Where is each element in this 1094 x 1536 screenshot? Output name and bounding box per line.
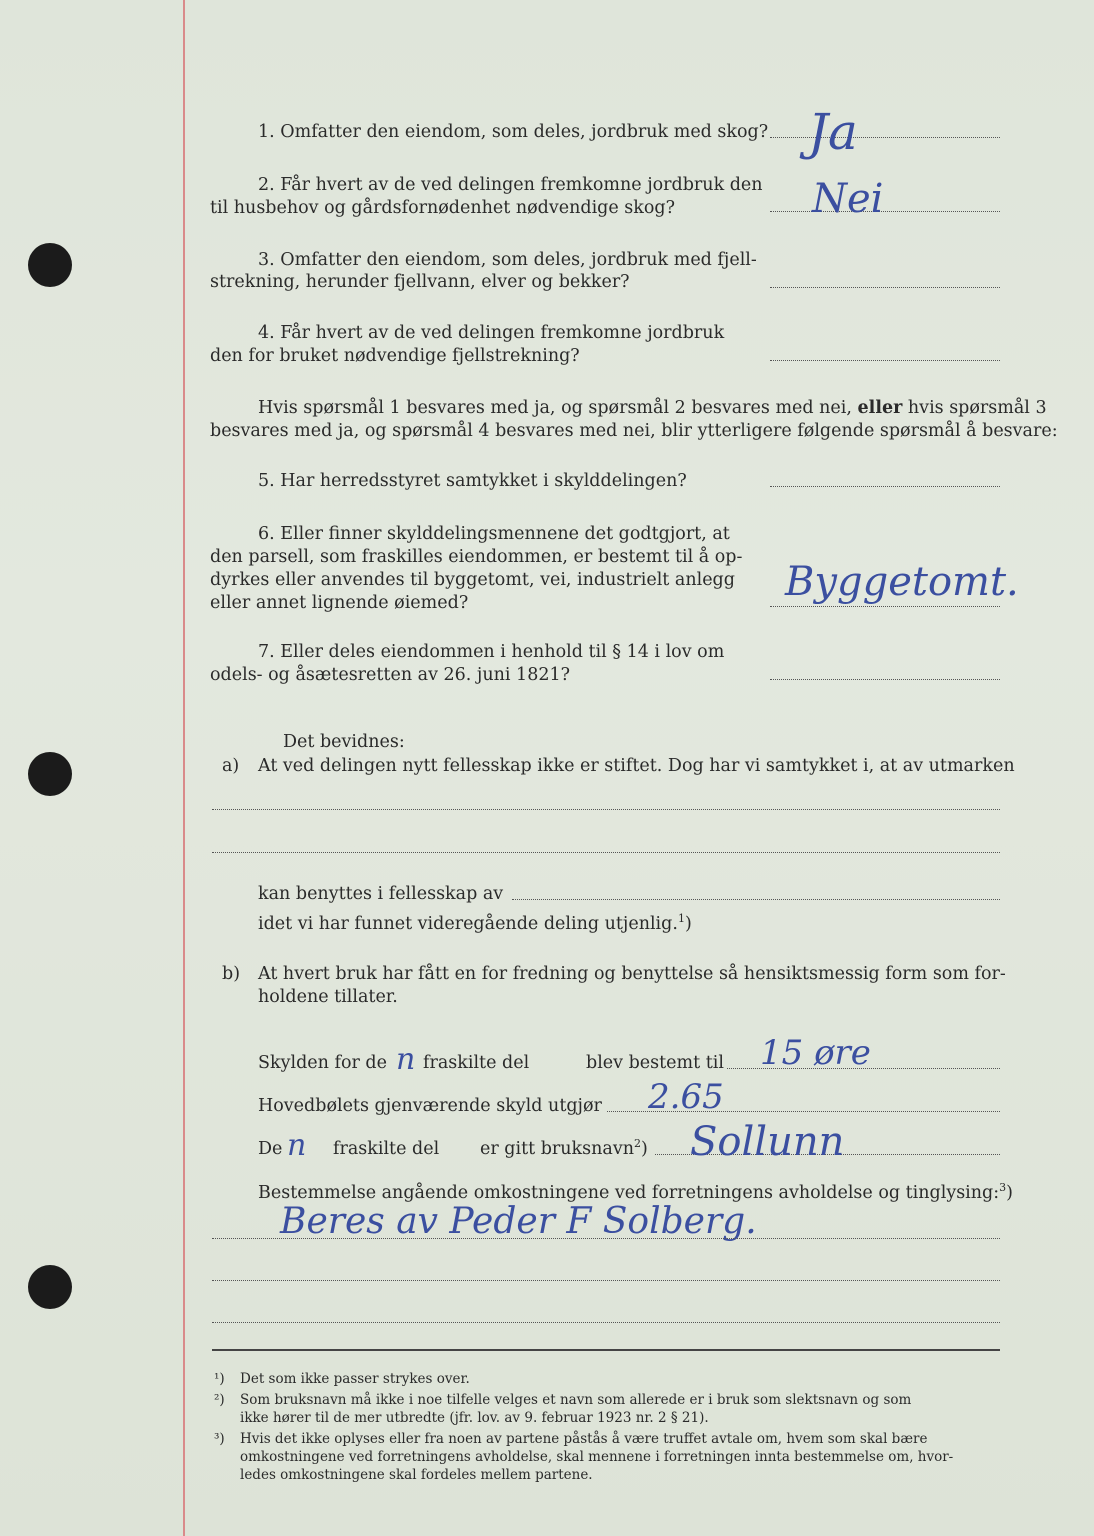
footnote-3-marker: ³) — [214, 1431, 225, 1447]
bruksnavn-value: Sollunn — [690, 1119, 845, 1165]
footnote-1-marker: ¹) — [214, 1371, 225, 1387]
bestemmelse-line-1 — [212, 1238, 1000, 1239]
answer-line-4 — [770, 360, 1000, 361]
bruksnavn-suffix: n — [287, 1128, 307, 1163]
footnote-3-line-2: omkostningene ved forretningens avholdelse, skal mennene i forretningen innta bestemmelse om, hvor- — [240, 1449, 954, 1465]
attest-heading: Det bevidnes: — [283, 732, 405, 752]
footnote-3-line-1: Hvis det ikke oplyses eller fra noen av partene påstås å være truffet avtale om, hvem som skal bære — [240, 1431, 928, 1447]
skyld-label-c: blev bestemt til — [586, 1053, 724, 1073]
utmark-line-1 — [212, 809, 1000, 810]
bestemmelse-label: Bestemmelse angående omkostningene ved forretningens avholdelse og tinglysing:$^3$) — [258, 1181, 1013, 1203]
question-6-line-4: eller annet lignende øiemed? — [210, 593, 469, 613]
question-5: 5. Har herredsstyret samtykket i skylddelingen? — [258, 471, 687, 491]
utjenlig-text: idet vi har funnet videregående deling utjenlig.$^1$) — [258, 912, 692, 934]
footnote-1: Det som ikke passer strykes over. — [240, 1371, 470, 1387]
question-1: 1. Omfatter den eiendom, som deles, jordbruk med skog? — [258, 122, 769, 142]
question-4-line-2: den for bruket nødvendige fjellstrekning? — [210, 346, 580, 366]
footnote-rule — [212, 1349, 1000, 1351]
bruksnavn-label-a: De — [258, 1139, 283, 1159]
footnote-2-line-2: ikke hører til de mer utbredte (jfr. lov. av 9. februar 1923 nr. 2 § 21). — [240, 1410, 709, 1426]
punch-hole — [28, 243, 72, 287]
bestemmelse-line-2 — [212, 1280, 1000, 1281]
attest-b-line-2: holdene tillater. — [258, 987, 398, 1007]
question-4-line-1: 4. Får hvert av de ved delingen fremkomne jordbruk — [258, 323, 725, 343]
answer-line-1 — [770, 137, 1000, 138]
footnote-2-marker: ²) — [214, 1392, 225, 1408]
question-3-line-2: strekning, herunder fjellvann, elver og bekker? — [210, 272, 630, 292]
answer-6: Byggetomt. — [785, 559, 1019, 605]
fellesskap-line — [512, 899, 1000, 900]
question-6-line-3: dyrkes eller anvendes til byggetomt, vei, industrielt anlegg — [210, 570, 735, 590]
attest-b-line-1: At hvert bruk har fått en for fredning og benyttelse så hensiktsmessig form som for- — [258, 964, 1006, 984]
bestemmelse-line-3 — [212, 1322, 1000, 1323]
bruksnavn-label-c: er gitt bruksnavn$^2$) — [480, 1137, 648, 1159]
skyld-value: 15 øre — [760, 1033, 871, 1073]
punch-hole — [28, 1265, 72, 1309]
question-2-line-1: 2. Får hvert av de ved delingen fremkomne jordbruk den — [258, 175, 763, 195]
footnote-3-line-3: ledes omkostningene skal fordeles mellem partene. — [240, 1467, 593, 1483]
condition-line-1: Hvis spørsmål 1 besvares med ja, og spørsmål 2 besvares med nei, eller hvis spørsmål 3 — [258, 398, 1047, 418]
hovedbol-value: 2.65 — [648, 1077, 724, 1117]
question-7-line-2: odels- og åsætesretten av 26. juni 1821? — [210, 665, 570, 685]
question-2-line-2: til husbehov og gårdsfornødenhet nødvendige skog? — [210, 198, 675, 218]
utmark-line-2 — [212, 852, 1000, 853]
bruksnavn-label-b: fraskilte del — [333, 1139, 440, 1159]
question-6-line-2: den parsell, som fraskilles eiendommen, er bestemt til å op- — [210, 547, 743, 567]
answer-line-5 — [770, 486, 1000, 487]
question-7-line-1: 7. Eller deles eiendommen i henhold til § 14 i lov om — [258, 642, 725, 662]
answer-line-7 — [770, 679, 1000, 680]
bestemmelse-value: Beres av Peder F Solberg. — [280, 1201, 757, 1242]
margin-line — [183, 0, 185, 1536]
footnote-2-line-1: Som bruksnavn må ikke i noe tilfelle velges et navn som allerede er i bruk som slektsnavn og som — [240, 1392, 912, 1408]
hovedbol-label: Hovedbølets gjenværende skyld utgjør — [258, 1096, 602, 1116]
attest-a-label: a) — [222, 756, 240, 776]
answer-1: Ja — [808, 103, 858, 161]
punch-hole — [28, 752, 72, 796]
answer-line-2 — [770, 211, 1000, 212]
skyld-label-b: fraskilte del — [423, 1053, 530, 1073]
skyld-label-a: Skylden for de — [258, 1053, 387, 1073]
question-3-line-1: 3. Omfatter den eiendom, som deles, jordbruk med fjell- — [258, 250, 757, 270]
attest-a-text: At ved delingen nytt fellesskap ikke er stiftet. Dog har vi samtykket i, at av utmarken — [258, 756, 1015, 776]
answer-2: Nei — [812, 176, 884, 222]
answer-line-3 — [770, 287, 1000, 288]
question-6-line-1: 6. Eller finner skylddelingsmennene det godtgjort, at — [258, 524, 730, 544]
skyld-suffix: n — [396, 1042, 416, 1077]
attest-b-label: b) — [222, 964, 241, 984]
fellesskap-label: kan benyttes i fellesskap av — [258, 884, 504, 904]
condition-line-2: besvares med ja, og spørsmål 4 besvares med nei, blir ytterligere følgende spørsmål å besvare: — [210, 421, 1058, 441]
